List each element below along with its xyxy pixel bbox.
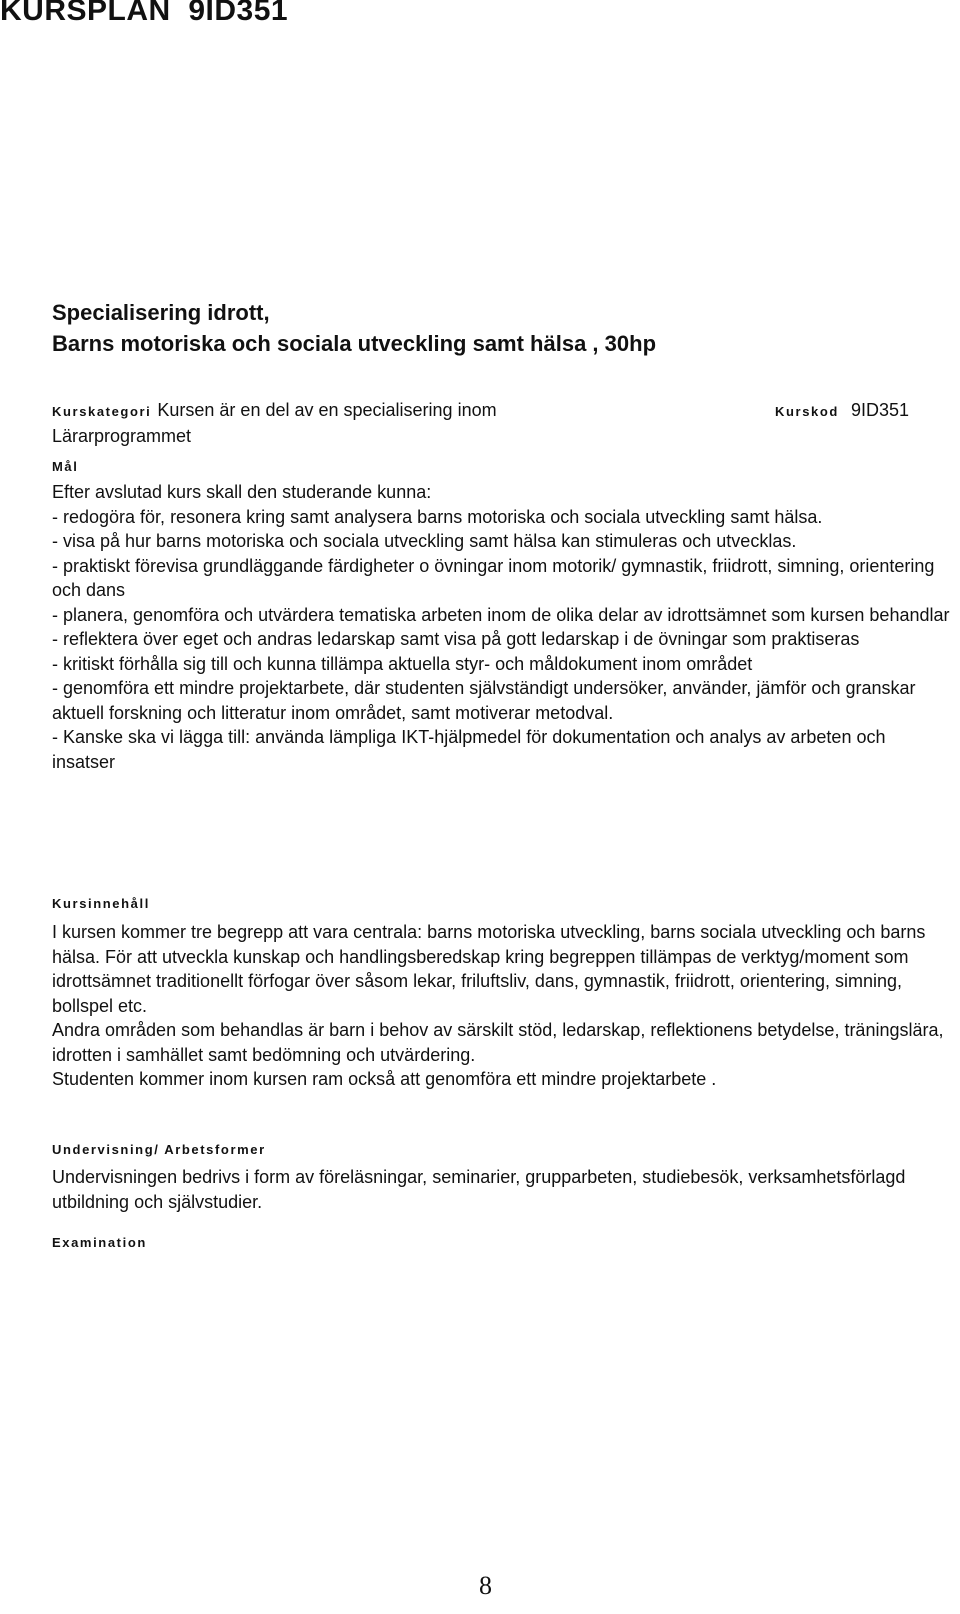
goals-line: - reflektera över eget och andras ledarskap samt visa på gott ledarskap i de övningar som praktiseras xyxy=(52,629,860,649)
goals-line: - genomföra ett mindre projektarbete, där studenten självständigt undersöker, använder, jämför och granskar aktuell forskning och litteratur inom området, samt motiverar metodval. xyxy=(52,678,916,723)
content-paragraph: Studenten kommer inom kursen ram också att genomföra ett mindre projektarbete . xyxy=(52,1069,717,1089)
goals-line: - kritiskt förhålla sig till och kunna tillämpa aktuella styr- och måldokument inom området xyxy=(52,653,753,674)
content-paragraph: Andra områden som behandlas är barn i behov av särskilt stöd, ledarskap, reflektionens betydelse, träningslära, idrotten i samhället samt bedömning och utvärdering. xyxy=(52,1020,944,1065)
goals-line: Efter avslutad kurs skall den studerande kunna: xyxy=(52,482,432,502)
course-code-label: Kurskod xyxy=(775,404,839,419)
goals-line: - planera, genomföra och utvärdera tematiska arbeten inom de olika delar av idrottsämnet som kursen behandlar xyxy=(52,604,950,625)
goals-line: - Kanske ska vi lägga till: använda lämpliga IKT-hjälpmedel för dokumentation och analys av arbeten och insatser xyxy=(52,727,886,772)
course-code-value: 9ID351 xyxy=(850,400,909,420)
content-paragraph: I kursen kommer tre begrepp att vara centrala: barns motoriska utveckling, barns sociala utveckling och barns hälsa. För att utveckla kunskap och handlingsberedskap kring begreppen tillämpas de verktyg/moment som idrottsämnet traditionellt förfogar över såsom lekar, friluftsliv, dans, gymnastik, friidrott, orientering, simning, bollspel etc. xyxy=(52,922,926,1016)
course-category-value: Kursen är en del av en specialisering inom Lärarprogrammet xyxy=(52,400,497,446)
teaching-heading: Undervisning/ Arbetsformer xyxy=(52,1142,266,1157)
course-category xyxy=(52,398,572,448)
content-heading: Kursinnehåll xyxy=(52,896,150,911)
course-category-label: Kurskategori xyxy=(52,404,152,419)
goals-line: - visa på hur barns motoriska och sociala utveckling samt hälsa kan stimuleras och utvecklas. xyxy=(52,531,797,551)
goals-line: - praktiskt förevisa grundläggande färdigheter o övningar inom motorik/ gymnastik, friidrott, simning, orientering och dans xyxy=(52,555,935,600)
goals-line: - redogöra för, resonera kring samt analysera barns motoriska och sociala utveckling samt hälsa. xyxy=(52,506,823,527)
goals-text xyxy=(52,480,952,774)
course-code xyxy=(775,398,909,424)
examination-heading: Examination xyxy=(52,1235,147,1250)
course-title-line-1: Specialisering idrott, xyxy=(52,300,270,325)
course-title-line-2: Barns motoriska och sociala utveckling samt hälsa , 30hp xyxy=(52,331,657,356)
document-header-title: KURSPLAN 9ID351 xyxy=(0,0,289,27)
page-number: 8 xyxy=(479,1571,492,1600)
course-meta-row xyxy=(52,398,952,448)
goals-heading: Mål xyxy=(52,459,79,474)
teaching-text xyxy=(52,1165,952,1214)
teaching-paragraph: Undervisningen bedrivs i form av föreläsningar, seminarier, grupparbeten, studiebesök, verksamhetsförlagd utbildning och självstudier. xyxy=(52,1167,906,1212)
course-title xyxy=(52,297,656,359)
content-text xyxy=(52,920,952,1092)
